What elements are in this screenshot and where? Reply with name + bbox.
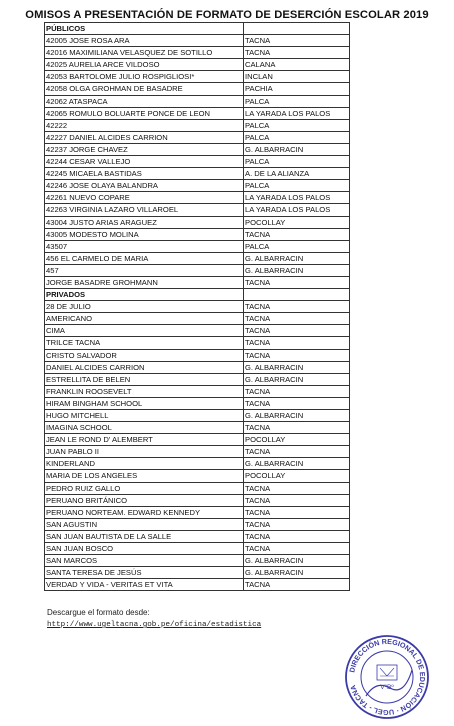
institution-name: ESTRELLITA DE BELEN — [45, 373, 244, 385]
district-name: CALANA — [244, 59, 350, 71]
institution-name: JORGE BASADRE GROHMANN — [45, 276, 244, 288]
institution-name: SAN AGUSTIN — [45, 518, 244, 530]
institution-name: 456 EL CARMELO DE MARIA — [45, 252, 244, 264]
district-name: PALCA — [244, 119, 350, 131]
institution-name: CRISTO SALVADOR — [45, 349, 244, 361]
table-row — [45, 83, 350, 95]
table-row — [45, 107, 350, 119]
table-row — [45, 530, 350, 542]
table-row — [45, 337, 350, 349]
table-row — [45, 422, 350, 434]
table-row — [45, 35, 350, 47]
table-row — [45, 168, 350, 180]
institution-name: CIMA — [45, 325, 244, 337]
district-name: TACNA — [244, 579, 350, 591]
district-name: TACNA — [244, 518, 350, 530]
table-row — [45, 482, 350, 494]
institution-name: 42053 BARTOLOME JULIO ROSPIGLIOSI* — [45, 71, 244, 83]
institution-name: PERUANO NORTEAM. EDWARD KENNEDY — [45, 506, 244, 518]
institution-name: 42261 NUEVO COPARE — [45, 192, 244, 204]
district-name: A. DE LA ALIANZA — [244, 168, 350, 180]
district-name: TACNA — [244, 446, 350, 458]
district-name: LA YARADA LOS PALOS — [244, 204, 350, 216]
district-name: TACNA — [244, 301, 350, 313]
seal-emblem-lines — [380, 668, 394, 676]
district-name: TACNA — [244, 228, 350, 240]
district-name: TACNA — [244, 385, 350, 397]
district-name: PALCA — [244, 131, 350, 143]
institution-name: 42244 CESAR VALLEJO — [45, 156, 244, 168]
institution-name: 28 DE JULIO — [45, 301, 244, 313]
seal-inner-ring — [361, 651, 413, 703]
section-heading-blank — [244, 289, 350, 301]
district-name: PALCA — [244, 180, 350, 192]
district-name: G. ALBARRACIN — [244, 252, 350, 264]
district-name: G. ALBARRACIN — [244, 555, 350, 567]
district-name: PACHIA — [244, 83, 350, 95]
institution-name: SAN JUAN BAUTISTA DE LA SALLE — [45, 530, 244, 542]
table-row — [45, 240, 350, 252]
district-name: PALCA — [244, 95, 350, 107]
institution-name: MARIA DE LOS ANGELES — [45, 470, 244, 482]
district-name: G. ALBARRACIN — [244, 264, 350, 276]
table-row — [45, 434, 350, 446]
section-header-row — [45, 289, 350, 301]
table-row — [45, 494, 350, 506]
institution-name: HIRAM BINGHAM SCHOOL — [45, 397, 244, 409]
institution-name: 457 — [45, 264, 244, 276]
table-row — [45, 216, 350, 228]
district-name: TACNA — [244, 422, 350, 434]
district-name: TACNA — [244, 397, 350, 409]
table-row — [45, 264, 350, 276]
table-row — [45, 313, 350, 325]
institution-name: 42062 ATASPACA — [45, 95, 244, 107]
district-name: TACNA — [244, 530, 350, 542]
table-row — [45, 518, 350, 530]
table-row — [45, 143, 350, 155]
district-name: POCOLLAY — [244, 216, 350, 228]
district-name: TACNA — [244, 325, 350, 337]
table-row — [45, 301, 350, 313]
district-name: TACNA — [244, 35, 350, 47]
table-row — [45, 410, 350, 422]
section-heading: PRIVADOS — [45, 289, 244, 301]
district-name: TACNA — [244, 482, 350, 494]
institution-name: 42222 — [45, 119, 244, 131]
seal-arc-text: DIRECCIÓN REGIONAL DE EDUCACIÓN · UGEL - TACNA — [347, 636, 428, 718]
institution-name: 43004 JUSTO ARIAS ARAGUEZ — [45, 216, 244, 228]
institution-name: VERDAD Y VIDA - VERITAS ET VITA — [45, 579, 244, 591]
table-row — [45, 252, 350, 264]
district-name: TACNA — [244, 349, 350, 361]
district-name: TACNA — [244, 506, 350, 518]
table-row — [45, 373, 350, 385]
table-row — [45, 543, 350, 555]
institution-name: 43005 MODESTO MOLINA — [45, 228, 244, 240]
table-row — [45, 71, 350, 83]
seal-vb-text: VºBº — [380, 684, 394, 691]
table-row — [45, 446, 350, 458]
district-name: G. ALBARRACIN — [244, 143, 350, 155]
table-row — [45, 59, 350, 71]
section-header-row — [45, 23, 350, 35]
institution-name: 42016 MAXIMILIANA VELASQUEZ DE SOTILLO — [45, 47, 244, 59]
district-name: TACNA — [244, 276, 350, 288]
district-name: G. ALBARRACIN — [244, 567, 350, 579]
district-name: G. ALBARRACIN — [244, 458, 350, 470]
institution-name: 42005 JOSE ROSA ARA — [45, 35, 244, 47]
table-row — [45, 397, 350, 409]
institution-name: IMAGINA SCHOOL — [45, 422, 244, 434]
download-note: Descargue el formato desde: — [47, 608, 150, 617]
institution-name: DANIEL ALCIDES CARRION — [45, 361, 244, 373]
institution-name: 42245 MICAELA BASTIDAS — [45, 168, 244, 180]
institution-name: SAN JUAN BOSCO — [45, 543, 244, 555]
institution-name: 42263 VIRGINIA LAZARO VILLAROEL — [45, 204, 244, 216]
seal-graphic — [346, 636, 428, 718]
institution-name: 42237 JORGE CHAVEZ — [45, 143, 244, 155]
institution-name: SAN MARCOS — [45, 555, 244, 567]
institution-name: 42246 JOSE OLAYA BALANDRA — [45, 180, 244, 192]
district-name: PALCA — [244, 156, 350, 168]
table-row — [45, 119, 350, 131]
table-row — [45, 228, 350, 240]
district-name: LA YARADA LOS PALOS — [244, 107, 350, 119]
institution-name: 42058 OLGA GROHMAN DE BASADRE — [45, 83, 244, 95]
table-row — [45, 192, 350, 204]
table-row — [45, 156, 350, 168]
table-row — [45, 325, 350, 337]
institution-name: HUGO MITCHELL — [45, 410, 244, 422]
district-name: PALCA — [244, 240, 350, 252]
institution-name: AMERICANO — [45, 313, 244, 325]
institution-name: SANTA TERESA DE JESÚS — [45, 567, 244, 579]
institution-name: KINDERLAND — [45, 458, 244, 470]
institution-name: TRILCE TACNA — [45, 337, 244, 349]
institution-name: JUAN PABLO II — [45, 446, 244, 458]
table-row — [45, 95, 350, 107]
district-name: TACNA — [244, 47, 350, 59]
institution-name: 42065 ROMULO BOLUARTE PONCE DE LEON — [45, 107, 244, 119]
institution-name: 42025 AURELIA ARCE VILDOSO — [45, 59, 244, 71]
download-link[interactable]: http://www.ugeltacna.gob.pe/oficina/estadistica — [47, 621, 262, 629]
seal-emblem — [377, 665, 397, 680]
table-row — [45, 470, 350, 482]
section-heading-blank — [244, 23, 350, 35]
district-name: G. ALBARRACIN — [244, 373, 350, 385]
table-row — [45, 385, 350, 397]
institution-name: FRANKLIN ROOSEVELT — [45, 385, 244, 397]
district-name: INCLAN — [244, 71, 350, 83]
district-name: TACNA — [244, 494, 350, 506]
district-name: TACNA — [244, 543, 350, 555]
institution-name: JEAN LE ROND D' ALEMBERT — [45, 434, 244, 446]
official-seal — [344, 634, 430, 720]
district-name: TACNA — [244, 337, 350, 349]
seal-outer-ring — [346, 636, 428, 718]
district-name: POCOLLAY — [244, 434, 350, 446]
table-row — [45, 180, 350, 192]
omisos-table — [44, 22, 350, 591]
institution-name: PEDRO RUIZ GALLO — [45, 482, 244, 494]
table-row — [45, 458, 350, 470]
district-name: POCOLLAY — [244, 470, 350, 482]
table-row — [45, 47, 350, 59]
district-name: LA YARADA LOS PALOS — [244, 192, 350, 204]
institution-name: 42227 DANIEL ALCIDES CARRION — [45, 131, 244, 143]
table-row — [45, 555, 350, 567]
table-row — [45, 276, 350, 288]
institution-name: PERUANO BRITÁNICO — [45, 494, 244, 506]
section-heading: PÚBLICOS — [45, 23, 244, 35]
table-row — [45, 506, 350, 518]
document-title: OMISOS A PRESENTACIÓN DE FORMATO DE DESERCIÓN ESCOLAR 2019 — [25, 9, 429, 21]
table-row — [45, 361, 350, 373]
district-name: TACNA — [244, 313, 350, 325]
table-row — [45, 567, 350, 579]
table-row — [45, 131, 350, 143]
table-row — [45, 204, 350, 216]
institution-name: 43507 — [45, 240, 244, 252]
table-row — [45, 349, 350, 361]
district-name: G. ALBARRACIN — [244, 410, 350, 422]
table-row — [45, 579, 350, 591]
table-body — [45, 23, 350, 591]
district-name: G. ALBARRACIN — [244, 361, 350, 373]
